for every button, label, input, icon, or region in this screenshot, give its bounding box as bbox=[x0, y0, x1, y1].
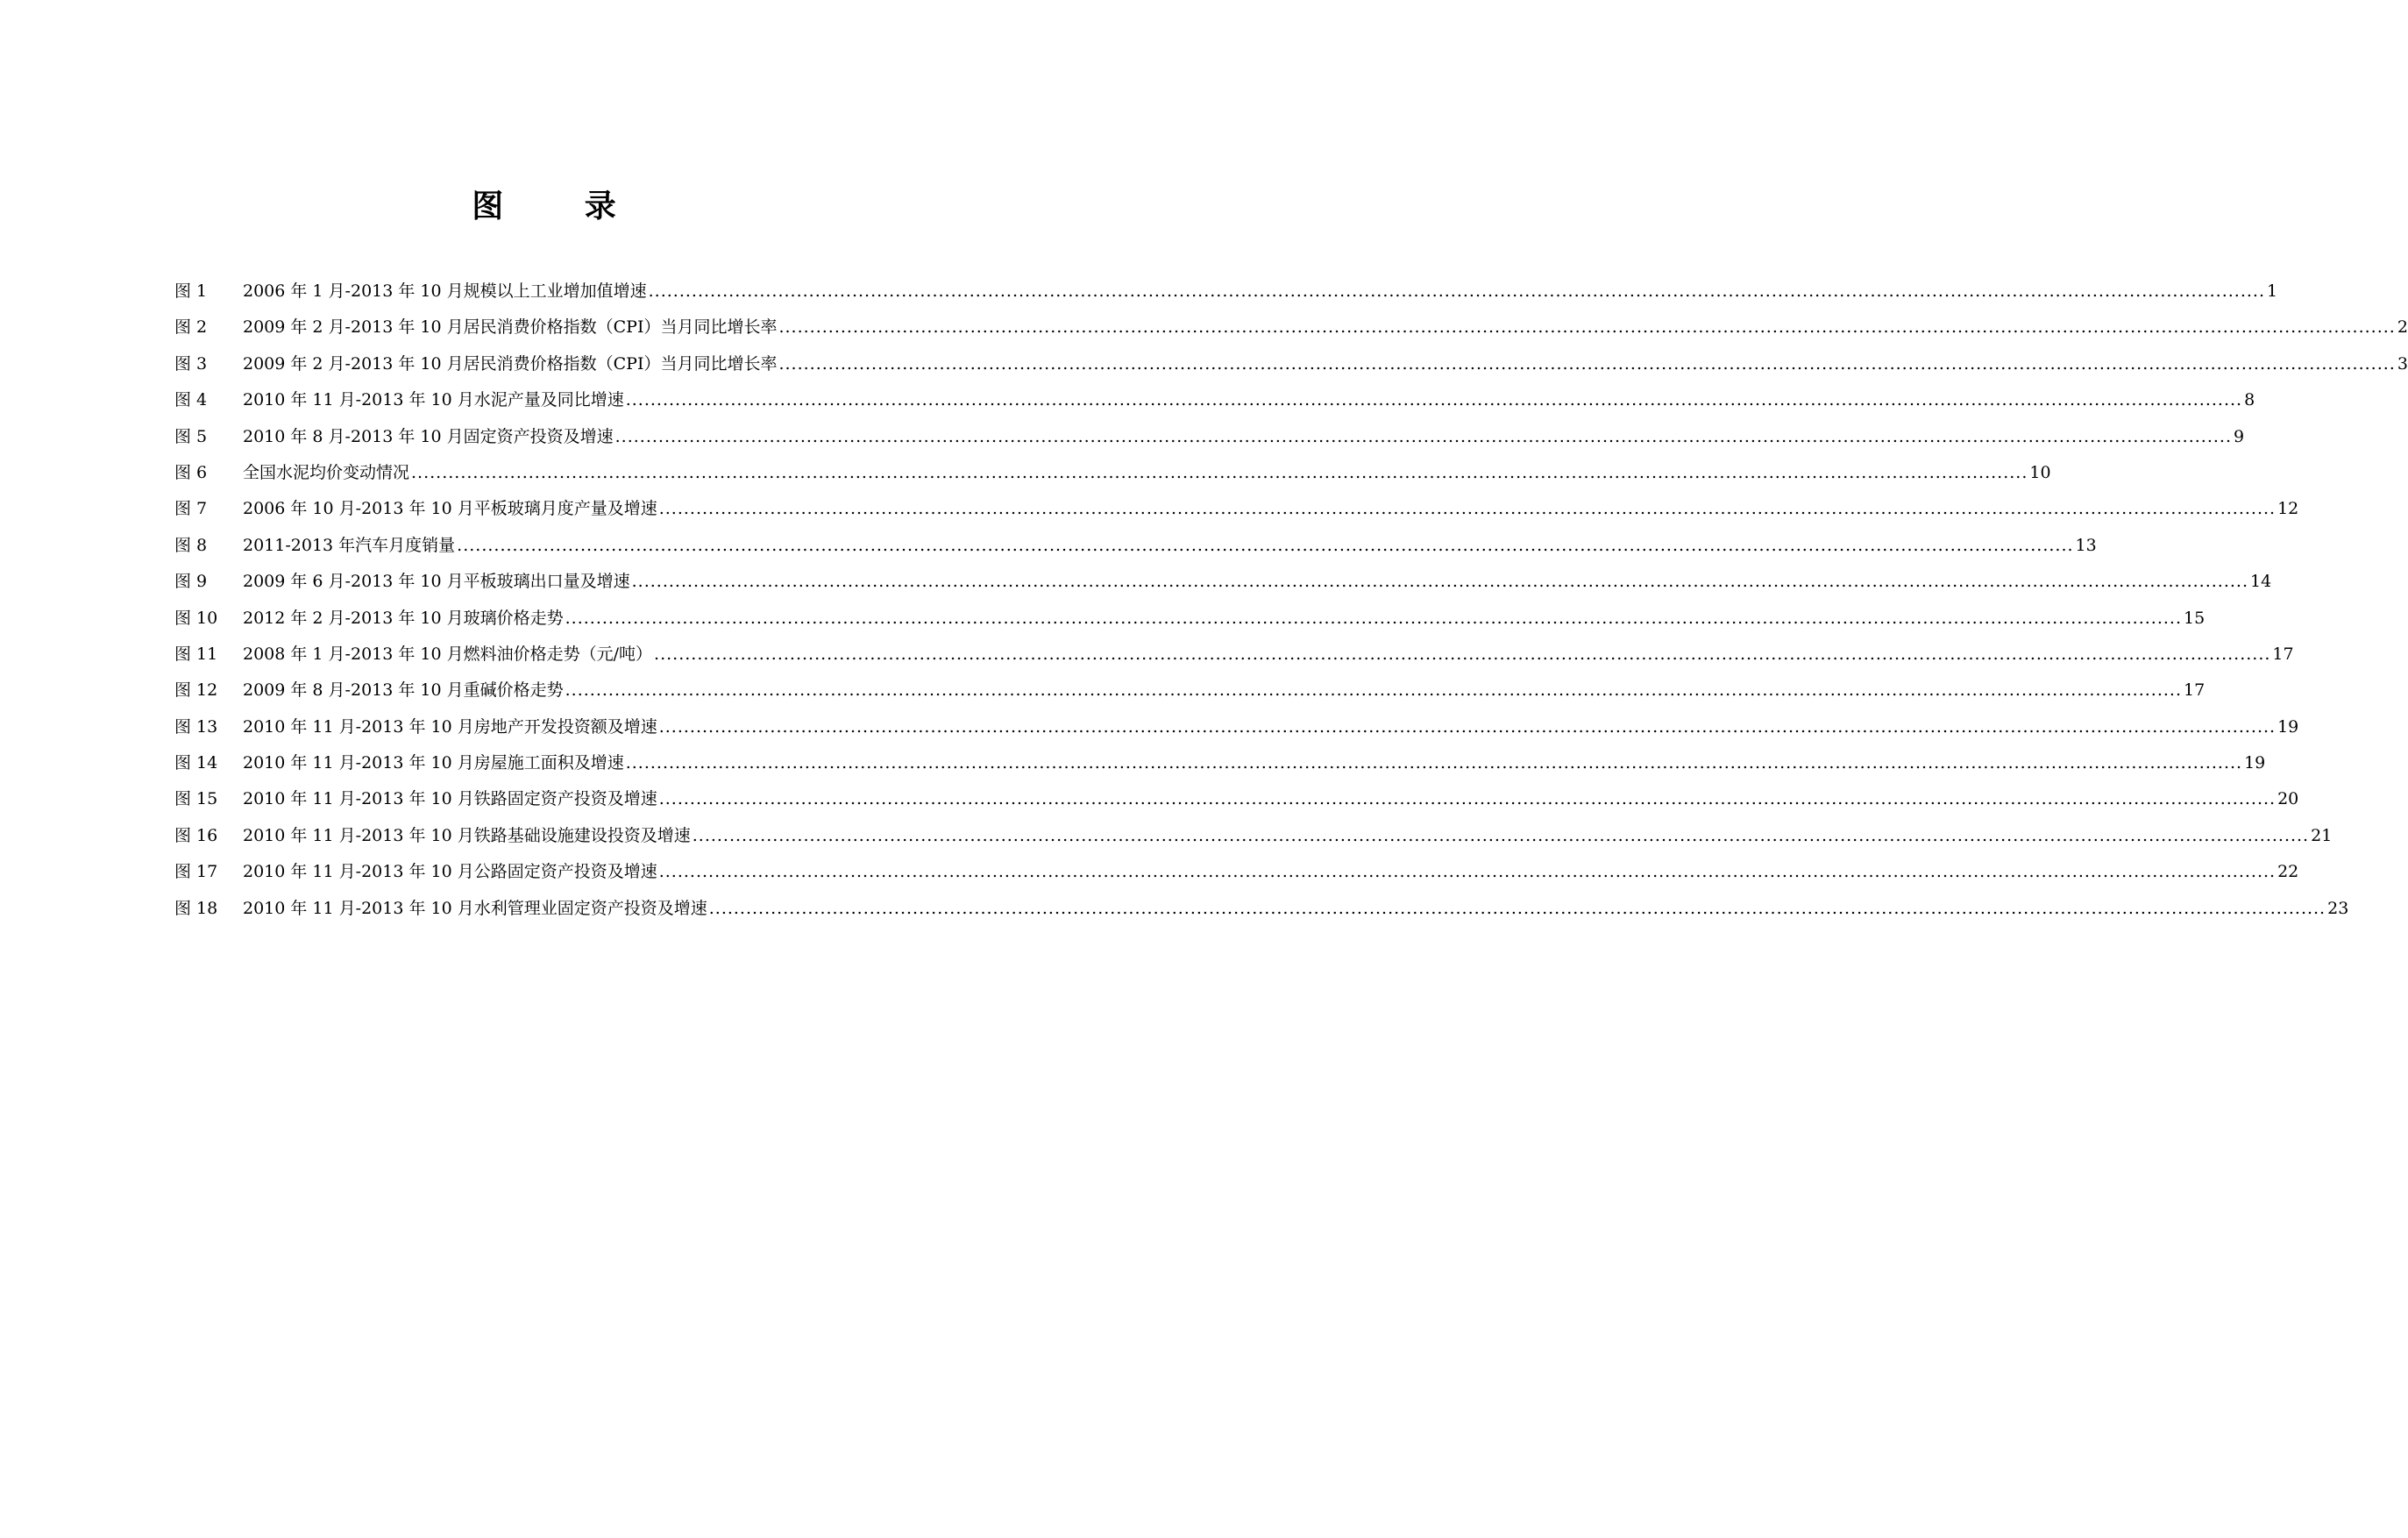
toc-entry[interactable] bbox=[174, 716, 2299, 752]
page-number: 19 bbox=[2244, 753, 2266, 773]
toc-entry[interactable] bbox=[174, 608, 2206, 644]
toc-entry[interactable] bbox=[174, 462, 2051, 498]
figure-number: 图 14 bbox=[174, 753, 218, 773]
toc-entry[interactable] bbox=[174, 426, 2245, 462]
figure-number: 图 17 bbox=[174, 862, 218, 882]
toc-entry[interactable] bbox=[174, 680, 2206, 716]
dot-leader bbox=[778, 317, 2395, 338]
dot-leader bbox=[654, 644, 2270, 665]
dot-leader bbox=[659, 788, 2276, 809]
figure-title: 2010 年 11 月-2013 年 10 月房屋施工面积及增速 bbox=[243, 753, 624, 773]
dot-leader bbox=[632, 571, 2248, 592]
figure-number: 图 1 bbox=[174, 281, 208, 301]
dot-leader bbox=[411, 462, 2028, 483]
dot-leader bbox=[565, 680, 2182, 701]
toc-entry[interactable] bbox=[174, 788, 2299, 824]
figure-number: 图 8 bbox=[174, 535, 208, 555]
dot-leader bbox=[709, 898, 2326, 919]
figure-title: 2006 年 10 月-2013 年 10 月平板玻璃月度产量及增速 bbox=[243, 499, 657, 519]
figure-number: 图 4 bbox=[174, 390, 208, 410]
page-number: 17 bbox=[2184, 680, 2206, 701]
page-number: 19 bbox=[2277, 716, 2299, 737]
toc-entry[interactable] bbox=[174, 571, 2272, 607]
figure-title: 2012 年 2 月-2013 年 10 月玻璃价格走势 bbox=[243, 608, 564, 628]
toc-entry[interactable] bbox=[174, 825, 2333, 861]
dot-leader bbox=[457, 535, 2073, 556]
figure-title: 2010 年 11 月-2013 年 10 月铁路固定资产投资及增速 bbox=[243, 789, 657, 809]
figure-list bbox=[174, 281, 2408, 934]
page-number: 20 bbox=[2277, 789, 2299, 809]
figure-title: 2010 年 11 月-2013 年 10 月水利管理业固定资产投资及增速 bbox=[243, 898, 707, 918]
figure-title: 2010 年 11 月-2013 年 10 月公路固定资产投资及增速 bbox=[243, 862, 657, 882]
dot-leader bbox=[659, 498, 2276, 519]
figure-number: 图 13 bbox=[174, 716, 218, 737]
dot-leader bbox=[565, 608, 2182, 629]
figure-number: 图 15 bbox=[174, 789, 218, 809]
toc-entry[interactable] bbox=[174, 498, 2299, 534]
dot-leader bbox=[626, 389, 2242, 410]
page-number: 12 bbox=[2277, 499, 2299, 519]
figure-title: 2009 年 8 月-2013 年 10 月重碱价格走势 bbox=[243, 680, 564, 701]
page-number: 9 bbox=[2234, 426, 2245, 446]
figure-title: 2011-2013 年汽车月度销量 bbox=[243, 535, 456, 555]
toc-entry[interactable] bbox=[174, 353, 2408, 389]
figure-number: 图 3 bbox=[174, 353, 208, 374]
dot-leader bbox=[693, 825, 2309, 846]
dot-leader bbox=[659, 861, 2276, 882]
figure-number: 图 10 bbox=[174, 608, 218, 628]
toc-entry[interactable] bbox=[174, 752, 2266, 788]
page-number: 22 bbox=[2277, 862, 2299, 882]
figure-number: 图 16 bbox=[174, 825, 218, 845]
toc-entry[interactable] bbox=[174, 389, 2255, 425]
page-number: 10 bbox=[2029, 462, 2051, 482]
figure-title: 2010 年 11 月-2013 年 10 月铁路基础设施建设投资及增速 bbox=[243, 825, 691, 845]
page-number: 3 bbox=[2397, 353, 2408, 374]
figure-title: 2009 年 2 月-2013 年 10 月居民消费价格指数（CPI）当月同比增长率 bbox=[243, 353, 778, 374]
figure-title: 2010 年 11 月-2013 年 10 月房地产开发投资额及增速 bbox=[243, 716, 657, 737]
page-number: 13 bbox=[2075, 535, 2097, 555]
dot-leader bbox=[659, 716, 2276, 737]
figure-title: 2008 年 1 月-2013 年 10 月燃料油价格走势（元/吨） bbox=[243, 644, 653, 664]
figure-title: 2009 年 2 月-2013 年 10 月居民消费价格指数（CPI）当月同比增长率 bbox=[243, 317, 778, 338]
figure-number: 图 5 bbox=[174, 426, 208, 446]
toc-entry[interactable] bbox=[174, 898, 2349, 934]
page-number: 17 bbox=[2272, 644, 2294, 664]
page-number: 1 bbox=[2267, 281, 2278, 301]
toc-entry[interactable] bbox=[174, 317, 2408, 352]
figure-title: 2010 年 11 月-2013 年 10 月水泥产量及同比增速 bbox=[243, 390, 624, 410]
toc-entry[interactable] bbox=[174, 535, 2097, 571]
figure-number: 图 7 bbox=[174, 499, 208, 519]
figure-title: 全国水泥均价变动情况 bbox=[243, 462, 410, 482]
page-number: 23 bbox=[2327, 898, 2349, 918]
toc-entry[interactable] bbox=[174, 281, 2278, 317]
figure-number: 图 18 bbox=[174, 898, 218, 918]
figure-number: 图 6 bbox=[174, 462, 208, 482]
toc-entry[interactable] bbox=[174, 861, 2299, 897]
page-number: 21 bbox=[2311, 825, 2333, 845]
figure-title: 2009 年 6 月-2013 年 10 月平板玻璃出口量及增速 bbox=[243, 572, 630, 592]
toc-entry[interactable] bbox=[174, 644, 2294, 680]
dot-leader bbox=[649, 281, 2265, 302]
page-number: 15 bbox=[2184, 608, 2206, 628]
dot-leader bbox=[626, 752, 2242, 773]
dot-leader bbox=[615, 426, 2232, 447]
figure-number: 图 9 bbox=[174, 572, 208, 592]
dot-leader bbox=[778, 353, 2395, 374]
figure-title: 2010 年 8 月-2013 年 10 月固定资产投资及增速 bbox=[243, 426, 614, 446]
page-number: 2 bbox=[2397, 317, 2408, 338]
figure-number: 图 2 bbox=[174, 317, 208, 338]
page-number: 8 bbox=[2244, 390, 2255, 410]
page-title: 图 录 bbox=[472, 189, 651, 224]
figure-number: 图 12 bbox=[174, 680, 218, 701]
figure-number: 图 11 bbox=[174, 644, 218, 664]
figure-title: 2006 年 1 月-2013 年 10 月规模以上工业增加值增速 bbox=[243, 281, 647, 301]
page-number: 14 bbox=[2250, 572, 2272, 592]
